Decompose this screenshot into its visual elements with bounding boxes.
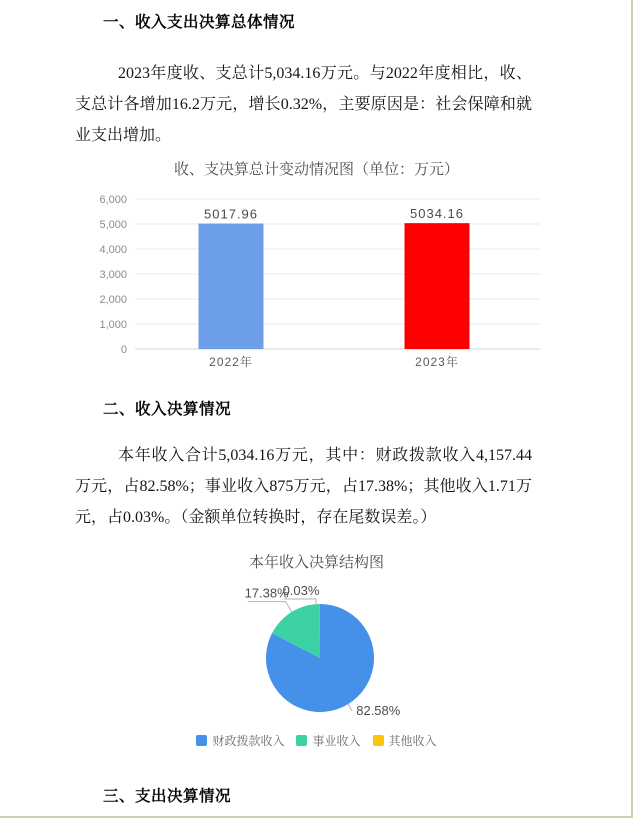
pie-chart-title: 本年收入决算结构图	[248, 554, 384, 571]
section-2-paragraph: 本年收入合计5,034.16万元，其中：财政拨款收入4,157.44万元，占82.58%；事业收入875万元，占17.38%；其他收入1.71万元，占0.03%。（金额单位转换时，存在尾数误差。）	[75, 447, 532, 526]
section-1-paragraph: 2023年度收、支总计5,034.16万元。与2022年度相比，收、支总计各增加16.2万元，增长0.32%，主要原因是：社会保障和就业支出增加。	[75, 65, 532, 144]
pie-chart	[0, 575, 633, 725]
bar-chart-title: 收、支决算总计变动情况图（单位：万元）	[173, 161, 459, 178]
legend-label: 事业收入	[312, 734, 361, 748]
legend-label: 财政拨款收入	[212, 734, 285, 748]
y-axis-tick-label: 0	[120, 344, 127, 356]
section-3-heading: 三、支出决算情况	[103, 788, 232, 805]
pie-pct-label: 82.58%	[356, 702, 401, 718]
bar-value-label: 5034.16	[410, 206, 464, 222]
bar-value-label: 5017.96	[204, 206, 258, 222]
y-axis-tick-label: 6,000	[99, 194, 127, 206]
legend-swatch	[373, 735, 384, 746]
section-1-heading: 一、收入支出决算总体情况	[103, 14, 296, 31]
bar-2023年	[405, 223, 470, 349]
leader-line	[248, 602, 292, 612]
pie-pct-label: 0.03%	[282, 583, 320, 598]
pie-pct-label: 17.38%	[244, 585, 289, 601]
legend-swatch	[196, 735, 207, 746]
leader-line	[348, 704, 352, 711]
x-axis-category-label: 2022年	[209, 355, 253, 369]
y-axis-tick-label: 1,000	[99, 319, 127, 331]
bar-2022年	[199, 224, 264, 349]
legend-swatch	[296, 735, 307, 746]
section-2-heading: 二、收入决算情况	[103, 401, 232, 418]
legend-label: 其他收入	[388, 734, 437, 748]
legend-item-事业收入	[296, 732, 360, 749]
leader-line	[284, 599, 316, 605]
pie-legend	[0, 732, 633, 749]
bar-chart	[0, 186, 633, 386]
y-axis-tick-label: 2,000	[99, 294, 127, 306]
x-axis-category-label: 2023年	[415, 355, 459, 369]
y-axis-tick-label: 3,000	[99, 269, 127, 281]
legend-item-财政拨款收入	[196, 732, 284, 749]
y-axis-tick-label: 5,000	[99, 219, 127, 231]
legend-item-其他收入	[373, 732, 437, 749]
y-axis-tick-label: 4,000	[99, 244, 127, 256]
